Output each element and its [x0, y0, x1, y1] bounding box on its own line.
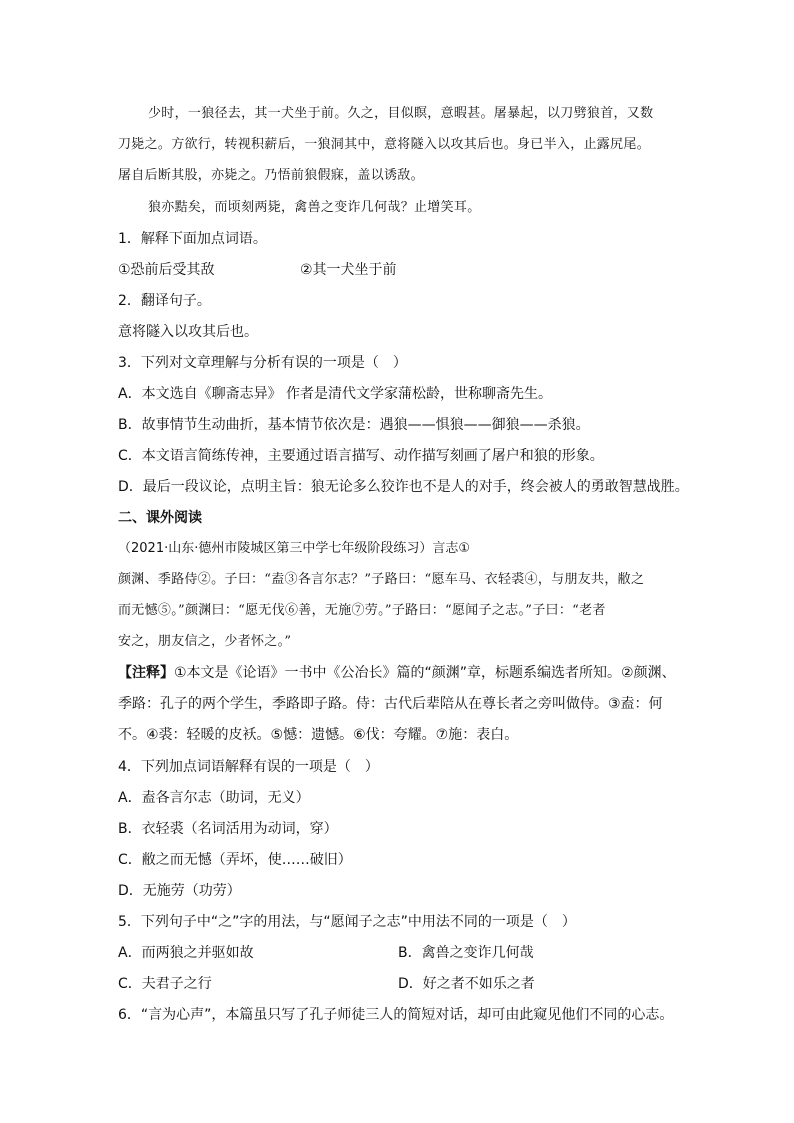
passage-line: 刀毙之。方欲行，转视积薪后，一狼洞其中，意将隧入以攻其后也。身已半入，止露尻尾。	[118, 137, 651, 152]
question-4-option-d: D．无施劳（功劳）	[118, 883, 241, 899]
question-1-item-a: ①恐前后受其敌	[118, 262, 215, 278]
question-4-stem: 4．下列加点词语解释有误的一项是（ ）	[118, 759, 379, 775]
question-4-option-c: C．敝之而无憾（弄坏，使……破旧）	[118, 852, 352, 868]
classical-text-line: 而无憾⑤。”颜渊曰：“愿无伐⑥善，无施⑦劳。”子路曰：“愿闻子之志。”子曰：“老者	[118, 603, 606, 618]
question-1-stem: 1．解释下面加点词语。	[118, 231, 267, 247]
question-3-option-d: D．最后一段议论，点明主旨：狼无论多么狡诈也不是人的对手，终会被人的勇敢智慧战胜。	[118, 479, 689, 495]
question-3-option-b: B．故事情节生动曲折，基本情节依次是：遇狼——惧狼——御狼——杀狼。	[118, 417, 590, 433]
annotation-line: 季路：孔子的两个学生，季路即子路。侍：古代后辈陪从在尊长者之旁叫做侍。③盍：何	[118, 696, 663, 712]
section-2-source: （2021·山东·德州市陵城区第三中学七年级阶段练习）言志①	[118, 541, 471, 556]
question-5-option-c: C．夫君子之行	[118, 976, 212, 992]
question-2-stem: 2．翻译句子。	[118, 293, 211, 309]
question-3-option-a: A．本文选自《聊斋志异》 作者是清代文学家蒲松龄，世称聊斋先生。	[118, 386, 553, 402]
annotation-line	[118, 663, 676, 683]
question-4-option-b: B．衣轻裘（名词活用为动词，穿）	[118, 821, 338, 837]
question-5-option-d: D．好之者不如乐之者	[398, 976, 535, 992]
question-1-item-b: ②其一犬坐于前	[300, 262, 397, 278]
question-6-stem: 6．“言为心声”，本篇虽只写了孔子师徒三人的简短对话，却可由此窥见他们不同的心志。	[118, 1007, 674, 1023]
classical-text-line: 安之，朋友信之，少者怀之。”	[118, 634, 292, 649]
annotation-line: 不。④裘：轻暖的皮袄。⑤憾：遗憾。⑥伐：夸耀。⑦施：表白。	[118, 727, 519, 743]
question-3-option-c: C．本文语言简练传神，主要通过语言描写、动作描写刻画了屠户和狼的形象。	[118, 448, 604, 464]
section-2-title: 二、课外阅读	[118, 510, 202, 526]
passage-line: 少时，一狼径去，其一犬坐于前。久之，目似瞑，意暇甚。屠暴起，以刀劈狼首，又数	[148, 106, 654, 121]
passage-conclusion: 狼亦黠矣，而顷刻两毙，禽兽之变诈几何哉？止增笑耳。	[148, 200, 481, 215]
annotation-text: ①本文是《论语》一书中《公冶长》篇的“颜渊”章，标题系编选者所知。②颜渊、	[174, 665, 676, 681]
question-2-sentence: 意将隧入以攻其后也。	[118, 324, 258, 340]
question-5-stem: 5．下列句子中“之”字的用法，与“愿闻子之志”中用法不同的一项是（ ）	[118, 914, 576, 930]
annotation-heading: 【注释】	[118, 665, 174, 681]
passage-line: 屠自后断其股，亦毙之。乃悟前狼假寐，盖以诱敌。	[118, 168, 424, 183]
question-5-option-b: B．禽兽之变诈几何哉	[398, 945, 534, 961]
classical-text-line: 颜渊、季路侍②。子曰：“盍③各言尔志？”子路曰：“愿车马、衣轻裘④，与朋友共，敝之	[118, 572, 645, 587]
question-3-stem: 3．下列对文章理解与分析有误的一项是（ ）	[118, 355, 407, 371]
question-4-option-a: A．盍各言尔志（助词，无义）	[118, 790, 310, 806]
question-5-option-a: A．而两狼之并驱如故	[118, 945, 254, 961]
